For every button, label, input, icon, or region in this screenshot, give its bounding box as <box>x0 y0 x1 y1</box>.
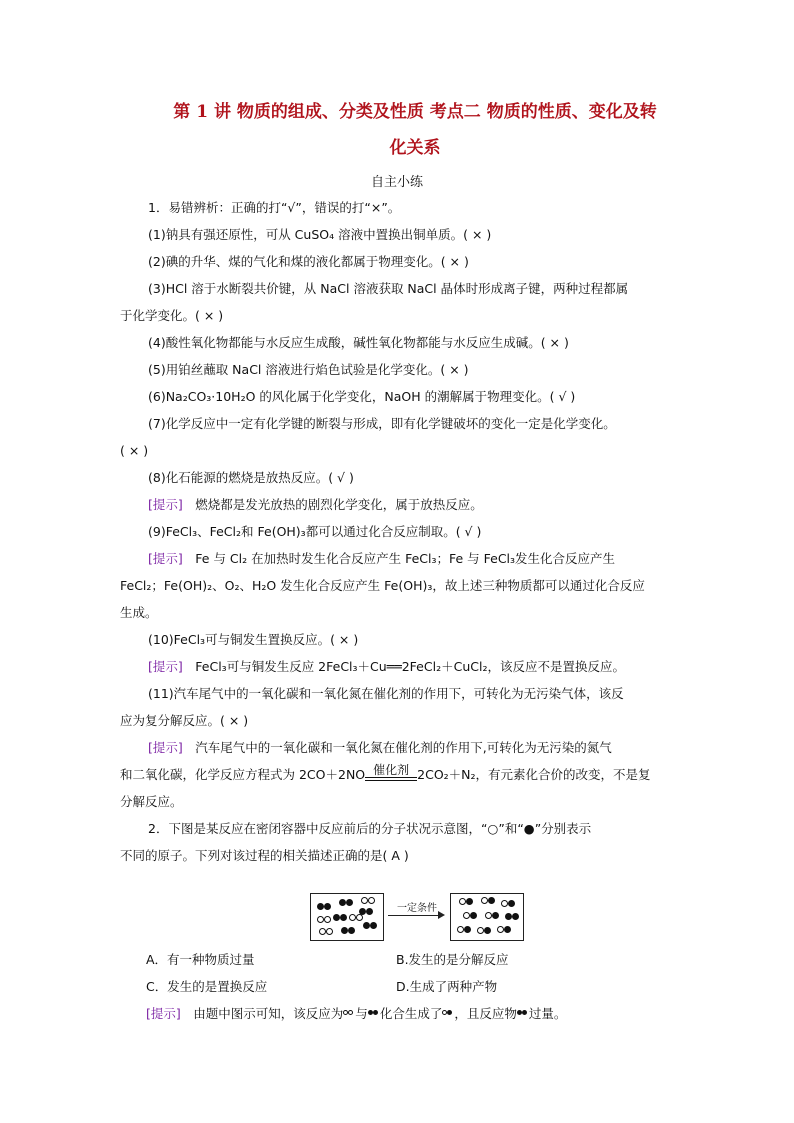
q2-hint-text-a: 由题中图示可知，该反应为 <box>193 1006 344 1021</box>
atom-black <box>317 903 324 910</box>
q2-options <box>146 946 706 1000</box>
atom-black <box>504 926 511 933</box>
atom-black <box>505 913 512 920</box>
option-d: D.生成了两种产物 <box>396 979 498 994</box>
atom-black <box>346 899 353 906</box>
q1-item-2: (2)碘的升华、煤的气化和煤的液化都属于物理变化。( × ) <box>148 254 469 269</box>
q2-stem-b: 不同的原子。下列对该过程的相关描述正确的是( A ) <box>120 848 409 863</box>
black-molecule-icon <box>368 1010 380 1018</box>
hint-11c: 分解反应。 <box>120 794 183 809</box>
hint-label: [提示] <box>148 551 183 566</box>
hint-9b: FeCl₂；Fe(OH)₂、O₂、H₂O 发生化合反应产生 Fe(OH)₃，故上述三种物质都可以通过化合反应 <box>120 578 645 593</box>
q2-hint-text-c: 化合生成了 <box>379 1006 443 1021</box>
option-c: C．发生的是置换反应 <box>146 979 268 994</box>
q2-hint <box>146 1000 566 1027</box>
hint-8-text: 燃烧都是发光放热的剧烈化学变化，属于放热反应。 <box>195 497 483 512</box>
atom-black <box>366 908 373 915</box>
mixed-molecule-icon <box>442 1010 454 1018</box>
title-line-1: 第 1 讲 物质的组成、分类及性质 考点二 物质的性质、变化及转 <box>173 102 657 122</box>
q1-item-11a: (11)汽车尾气中的一氧化碳和一氧化氮在催化剂的作用下，可转化为无污染气体，该反 <box>148 686 624 701</box>
q1-item-11b: 应为复分解反应。( × ) <box>120 713 249 728</box>
arrow-head-icon <box>438 911 445 919</box>
q1-item-4: (4)酸性氧化物都能与水反应生成酸，碱性氧化物都能与水反应生成碱。( × ) <box>148 335 569 350</box>
atom-white <box>326 928 333 935</box>
white-molecule-icon <box>343 1010 355 1018</box>
q1-item-7b: ( × ) <box>120 443 149 458</box>
q2-hint-text-d: ，且反应物 <box>454 1006 517 1021</box>
hint-10-text: FeCl₃可与铜发生反应 2FeCl₃＋Cu══2FeCl₂＋CuCl₂，该反应不是置换反应。 <box>195 659 625 674</box>
atom-black <box>484 927 491 934</box>
hint-9a-text: Fe 与 Cl₂ 在加热时发生化合反应产生 FeCl₃；Fe 与 FeCl₃发生化合反应产生 <box>195 551 616 566</box>
equation-right: 2CO₂＋N₂，有元素化合价的改变，不是复 <box>417 767 651 782</box>
atom-black <box>340 914 347 921</box>
atom-white <box>463 912 470 919</box>
atom-black <box>464 926 471 933</box>
q1-item-5: (5)用铂丝蘸取 NaCl 溶液进行焰色试验是化学变化。( × ) <box>148 362 469 377</box>
atom-black <box>466 898 473 905</box>
molecule-diagram <box>310 893 516 941</box>
atom-white <box>317 916 324 923</box>
option-a: A．有一种物质过量 <box>146 952 255 967</box>
hint-10 <box>120 653 680 680</box>
atom-white <box>457 926 464 933</box>
atom-black <box>333 914 340 921</box>
catalyst-arrow <box>365 763 417 781</box>
section-subtitle: 自主小练 <box>370 175 423 190</box>
atom-white <box>319 928 326 935</box>
after-reaction-box <box>450 893 524 941</box>
question-1 <box>120 194 680 869</box>
q1-item-9: (9)FeCl₃、FeCl₂和 Fe(OH)₃都可以通过化合反应制取。( √ ) <box>148 524 482 539</box>
atom-white <box>368 897 375 904</box>
atom-white <box>356 914 363 921</box>
q2-hint-text-e: 过量。 <box>528 1006 567 1021</box>
atom-white <box>501 900 508 907</box>
atom-black <box>363 922 370 929</box>
q1-item-3b: 于化学变化。( × ) <box>120 308 224 323</box>
hint-11b <box>120 761 680 788</box>
atom-black <box>512 913 519 920</box>
atom-white <box>481 897 488 904</box>
atom-black <box>492 912 499 919</box>
atom-white <box>477 927 484 934</box>
atom-black <box>488 897 495 904</box>
atom-black <box>348 927 355 934</box>
atom-white <box>497 926 504 933</box>
q2-stem-a: 2．下图是某反应在密闭容器中反应前后的分子状况示意图，“○”和“●”分别表示 <box>148 821 592 836</box>
atom-white <box>361 897 368 904</box>
q2-hint-text-b: 与 <box>355 1006 368 1021</box>
atom-white <box>324 916 331 923</box>
q1-item-10: (10)FeCl₃可与铜发生置换反应。( × ) <box>148 632 359 647</box>
q1-item-8: (8)化石能源的燃烧是放热反应。( √ ) <box>148 470 354 485</box>
atom-black <box>470 912 477 919</box>
atom-black <box>508 900 515 907</box>
before-reaction-box <box>310 893 384 941</box>
equation-left: 和二氧化碳，化学反应方程式为 2CO＋2NO <box>120 767 366 782</box>
hint-label: [提示] <box>148 659 183 674</box>
catalyst-label: 催化剂 <box>373 763 410 777</box>
atom-black <box>339 899 346 906</box>
title-line-2: 化关系 <box>389 138 441 158</box>
q1-item-6: (6)Na₂CO₃·10H₂O 的风化属于化学变化，NaOH 的潮解属于物理变化。( √ ) <box>148 389 576 404</box>
atom-black <box>370 922 377 929</box>
atom-white <box>459 898 466 905</box>
atom-white <box>485 912 492 919</box>
q1-item-1: (1)钠具有强还原性，可从 CuSO₄ 溶液中置换出铜单质。( × ) <box>148 227 492 242</box>
atom-white <box>349 914 356 921</box>
condition-label: 一定条件 <box>397 903 437 914</box>
hint-8 <box>120 491 680 518</box>
hint-9a <box>120 545 680 572</box>
page-title <box>120 94 710 166</box>
atom-black <box>341 927 348 934</box>
option-b: B.发生的是分解反应 <box>396 952 509 967</box>
q1-item-7a: (7)化学反应中一定有化学键的断裂与形成，即有化学键破坏的变化一定是化学变化。 <box>148 416 616 431</box>
hint-11a <box>120 734 680 761</box>
reaction-arrow <box>388 915 442 916</box>
hint-label: [提示] <box>146 1006 181 1021</box>
hint-9c: 生成。 <box>120 605 158 620</box>
black-molecule-icon <box>517 1010 529 1018</box>
hint-label: [提示] <box>148 497 183 512</box>
hint-label: [提示] <box>148 740 183 755</box>
atom-black <box>324 903 331 910</box>
hint-11a-text: 汽车尾气中的一氧化碳和一氧化氮在催化剂的作用下,可转化为无污染的氮气 <box>195 740 612 755</box>
q1-intro: 1．易错辨析：正确的打“√”，错误的打“×”。 <box>148 200 401 215</box>
q1-item-3a: (3)HCl 溶于水断裂共价键，从 NaCl 溶液获取 NaCl 晶体时形成离子键，两种过程都属 <box>148 281 629 296</box>
